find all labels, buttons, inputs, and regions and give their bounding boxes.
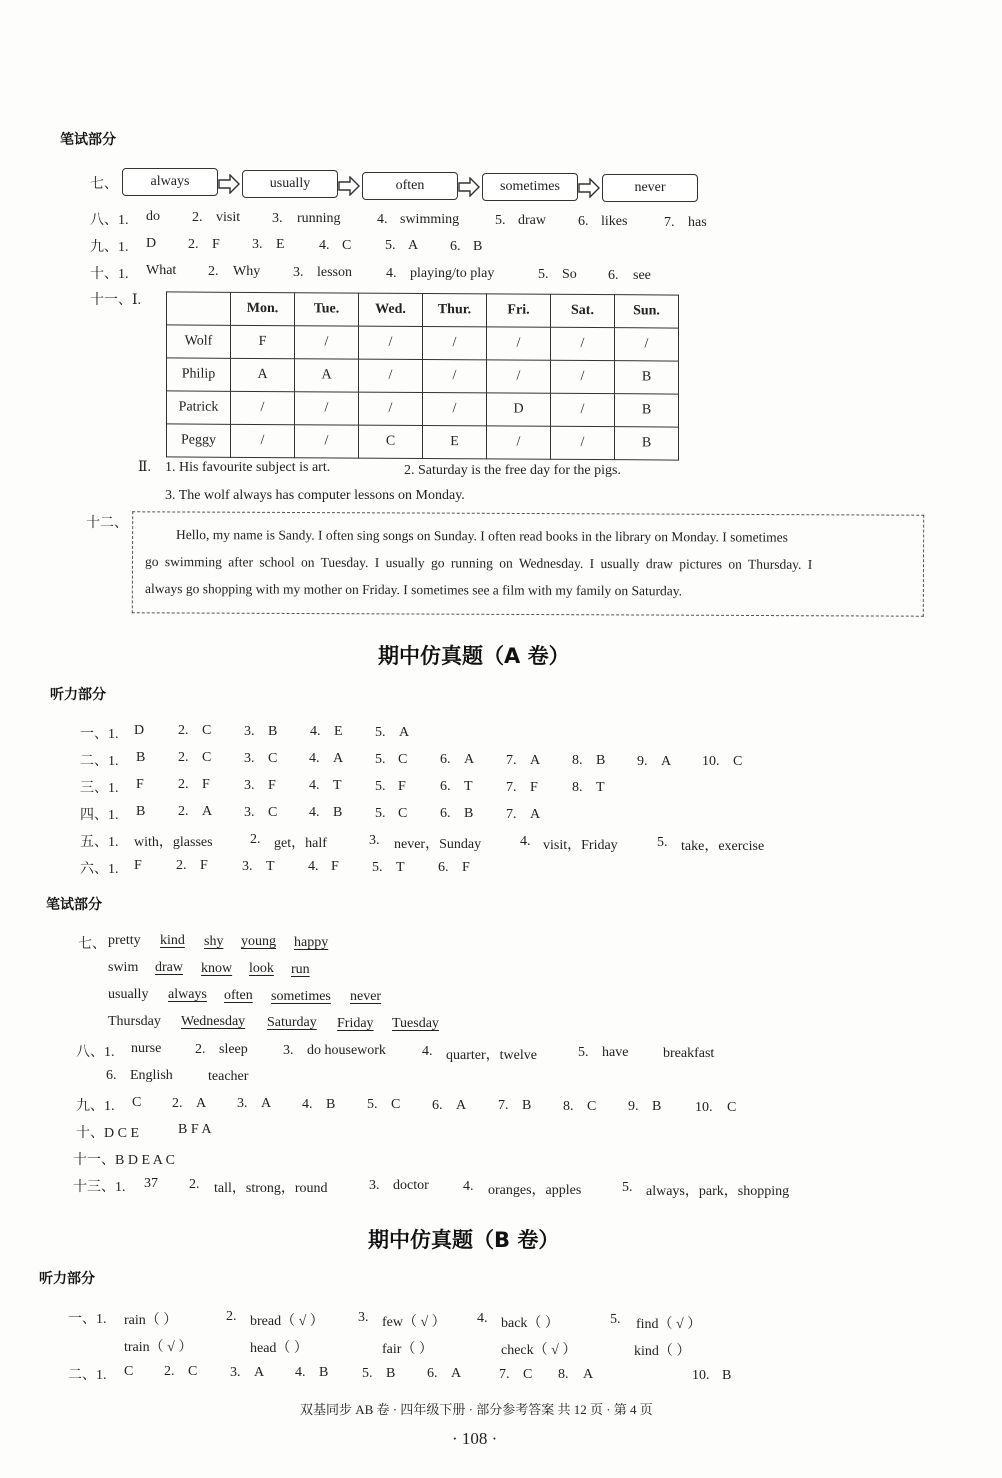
arrow-right-icon <box>458 177 480 197</box>
schedule-table <box>166 291 679 460</box>
written-heading-a: 笔试部分 <box>46 897 102 913</box>
written-heading: 笔试部分 <box>60 132 116 148</box>
a-w7-row-3: usually always often sometimes never <box>108 987 382 1004</box>
a-w7-num: 七、 <box>78 937 106 952</box>
q9-row: 九、1. D 2. F 3. E 4. C 5. A 6. B <box>90 236 483 255</box>
arrow-right-icon <box>218 174 240 194</box>
table-row: Philip A A / / / / B <box>167 358 679 394</box>
arrow-right-icon <box>338 176 360 196</box>
q11-sentence-2: 2. Saturday is the free day for the pigs. <box>404 463 621 478</box>
flow-box-1: always <box>122 168 218 196</box>
q10-row: 十、1. What 2. Why 3. lesson 4. playing/to play 5. So 6. see <box>90 263 651 283</box>
listening-heading-a: 听力部分 <box>50 687 106 703</box>
a-w8-row-2: 6. English teacher <box>106 1068 249 1084</box>
essay-line-2: go swimming after school on Tuesday. I usually go running on Wednesday. I usually draw pictures on Thursday. I <box>144 554 813 572</box>
a-w9-row: 九、1. C 2. A 3. A 4. B 5. C 6. A 7. B 8. C 9. B 10. C <box>76 1095 737 1115</box>
a-l6-row: 六、1. F 2. F 3. T 4. F 5. T 6. F <box>80 858 470 877</box>
q12-num: 十二、 <box>86 516 128 531</box>
essay-line-3: always go shopping with my mother on Friday. I sometimes see a film with my family on Saturday. <box>144 581 683 599</box>
table-row: Patrick / / / / D / B <box>167 391 679 427</box>
flow-box-5: never <box>602 174 698 202</box>
flow-box-4: sometimes <box>482 173 578 201</box>
q8-row: 八、1. do 2. visit 3. running 4. swimming 5. draw 6. likes 7. has <box>90 209 707 230</box>
a-l1-row: 一、1. D 2. C 3. B 4. E 5. A <box>80 723 410 742</box>
table-header-row: Mon. Tue. Wed. Thur. Fri. Sat. Sun. <box>167 292 679 328</box>
flow-box-2: usually <box>242 170 338 198</box>
footer-book-info: 双基同步 AB 卷 · 四年级下册 · 部分参考答案 共 12 页 · 第 4 页 <box>300 1402 653 1417</box>
a-w11-row: 十一、B D E A C <box>73 1153 175 1168</box>
a-l3-row: 三、1. F 2. F 3. F 4. T 5. F 6. T 7. F 8. T <box>80 777 605 796</box>
exam-a-title: 期中仿真题（A 卷） <box>378 644 570 668</box>
a-w7-row-1: pretty kind shy young happy <box>108 933 329 950</box>
a-w7-row-2: swim draw know look run <box>108 960 310 977</box>
essay-line-1: Hello, my name is Sandy. I often sing songs on Sunday. I often read books in the library on Monday. I sometimes <box>175 527 788 545</box>
arrow-right-icon <box>578 178 600 198</box>
exam-b-title: 期中仿真题（B 卷） <box>368 1228 560 1252</box>
a-w10-row: 十、D C E B F A <box>76 1122 212 1141</box>
table-row: Wolf F / / / / / / <box>167 325 679 361</box>
q11-sentence-1: 1. His favourite subject is art. <box>165 460 331 475</box>
q11-num: 十一、Ⅰ. <box>90 293 142 308</box>
a-l5-row: 五、1. with，glasses 2. get，half 3. never，Sunday 4. visit，Friday 5. take，exercise <box>80 832 765 854</box>
listening-heading-b: 听力部分 <box>39 1271 95 1287</box>
b-l1-row-1: 一、1. rain（ ） 2. bread（ √ ） 3. few（ √ ） 4. back（ ） 5. find（ √ ） <box>68 1309 702 1332</box>
a-w7-row-4: Thursday Wednesday Saturday Friday Tuesday <box>108 1014 439 1031</box>
a-l2-row: 二、1. B 2. C 3. C 4. A 5. C 6. A 7. A 8. B 9. A 10. C <box>80 750 743 769</box>
a-l4-row: 四、1. B 2. A 3. C 4. B 5. C 6. B 7. A <box>80 804 541 823</box>
flow-box-3: often <box>362 172 458 200</box>
q7-num: 七、 <box>90 177 118 192</box>
b-l1-row-2: train（ √ ） head（ ） fair（ ） check（ √ ） kind（ ） <box>124 1340 691 1359</box>
q11-sentence-3: 3. The wolf always has computer lessons on Monday. <box>165 488 465 503</box>
a-w8-row-1: 八、1. nurse 2. sleep 3. do housework 4. quarter，twelve 5. have breakfast <box>76 1041 715 1063</box>
q11-part2-num: Ⅱ. <box>138 460 152 475</box>
b-l2-row: 二、1. C 2. C 3. A 4. B 5. B 6. A 7. C 8. A 10. B <box>68 1364 732 1383</box>
page-number: · 108 · <box>452 1429 498 1448</box>
table-row: Peggy / / C E / / B <box>167 424 679 460</box>
a-w13-row: 十三、1. 37 2. tall，strong，round 3. doctor 4. oranges，apples 5. always，park，shopping <box>73 1176 790 1199</box>
